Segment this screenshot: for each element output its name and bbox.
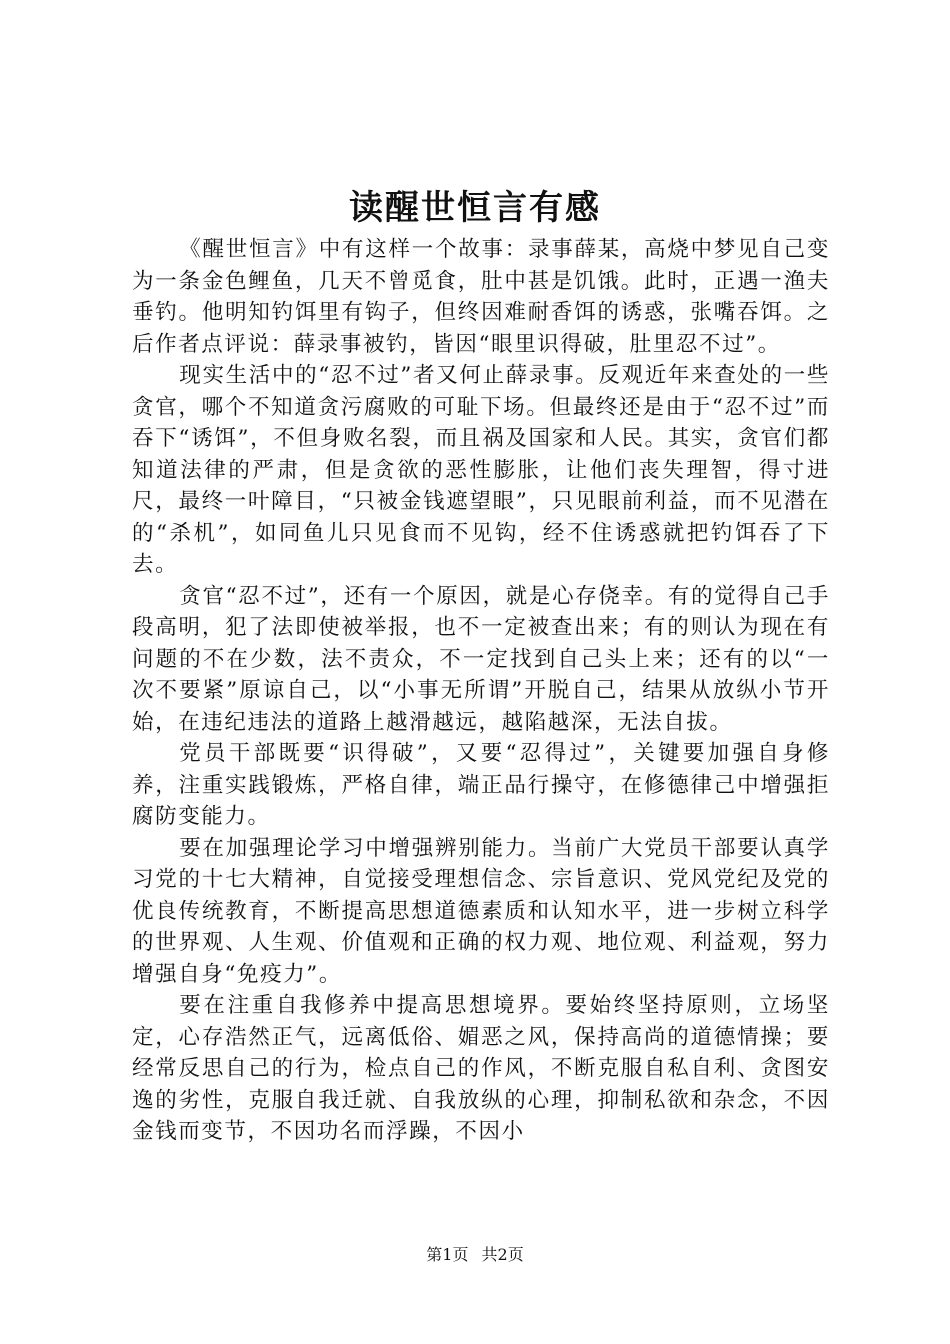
document-body — [132, 234, 830, 1148]
document-title: 读醒世恒言有感 — [349, 188, 601, 228]
paragraph: 要在注重自我修养中提高思想境界。要始终坚持原则，立场坚定，心存浩然正气，远离低俗、媚恶之风，保持高尚的道德情操；要经常反思自己的行为，检点自己的作风，不断克服自私自利、贪图安逸的劣性，克服自我迁就、自我放纵的心理，抑制私欲和杂念，不因金钱而变节，不因功名而浮躁，不因小 — [132, 993, 830, 1144]
paragraph: 贪官“忍不过”，还有一个原因，就是心存侥幸。有的觉得自己手段高明，犯了法即使被举报，也不一定被查出来；有的则认为现在有问题的不在少数，法不责众，不一定找到自己头上来；还有的以“一次不要紧”原谅自己，以“小事无所谓”开脱自己，结果从放纵小节开始，在违纪违法的道路上越滑越远，越陷越深，无法自拔。 — [132, 583, 830, 735]
paragraph: 《醒世恒言》中有这样一个故事：录事薛某，高烧中梦见自己变为一条金色鲤鱼，几天不曾觅食，肚中甚是饥饿。此时，正遇一渔夫垂钓。他明知钓饵里有钩子，但终因难耐香饵的诱惑，张嘴吞饵。之后作者点评说：薛录事被钓，皆因“眼里识得破，肚里忍不过”。 — [132, 237, 830, 357]
page-number-current: 第1页 — [426, 1245, 469, 1264]
paragraph: 现实生活中的“忍不过”者又何止薛录事。反观近年来查处的一些贪官，哪个不知道贪污腐败的可耻下场。但最终还是由于“忍不过”而吞下“诱饵”，不但身败名裂，而且祸及国家和人民。其实，贪官们都知道法律的严肃，但是贪欲的恶性膨胀，让他们丧失理智，得寸进尺，最终一叶障目，“只被金钱遮望眼”，只见眼前利益，而不见潜在的“杀机”，如同鱼儿只见食而不见钩，经不住诱惑就把钓饵吞了下去。 — [132, 363, 830, 577]
paragraph: 要在加强理论学习中增强辨别能力。当前广大党员干部要认真学习党的十七大精神，自觉接受理想信念、宗旨意识、党风党纪及党的优良传统教育，不断提高思想道德素质和认知水平，进一步树立科学的世界观、人生观、价值观和正确的权力观、地位观、利益观，努力增强自身“免疫力”。 — [132, 835, 830, 987]
page-number-total: 共2页 — [481, 1245, 524, 1264]
page-footer — [0, 1244, 950, 1266]
paragraph: 党员干部既要“识得破”，又要“忍得过”，关键要加强自身修养，注重实践锻炼，严格自律，端正品行操守，在修德律己中增强拒腐防变能力。 — [132, 741, 830, 829]
